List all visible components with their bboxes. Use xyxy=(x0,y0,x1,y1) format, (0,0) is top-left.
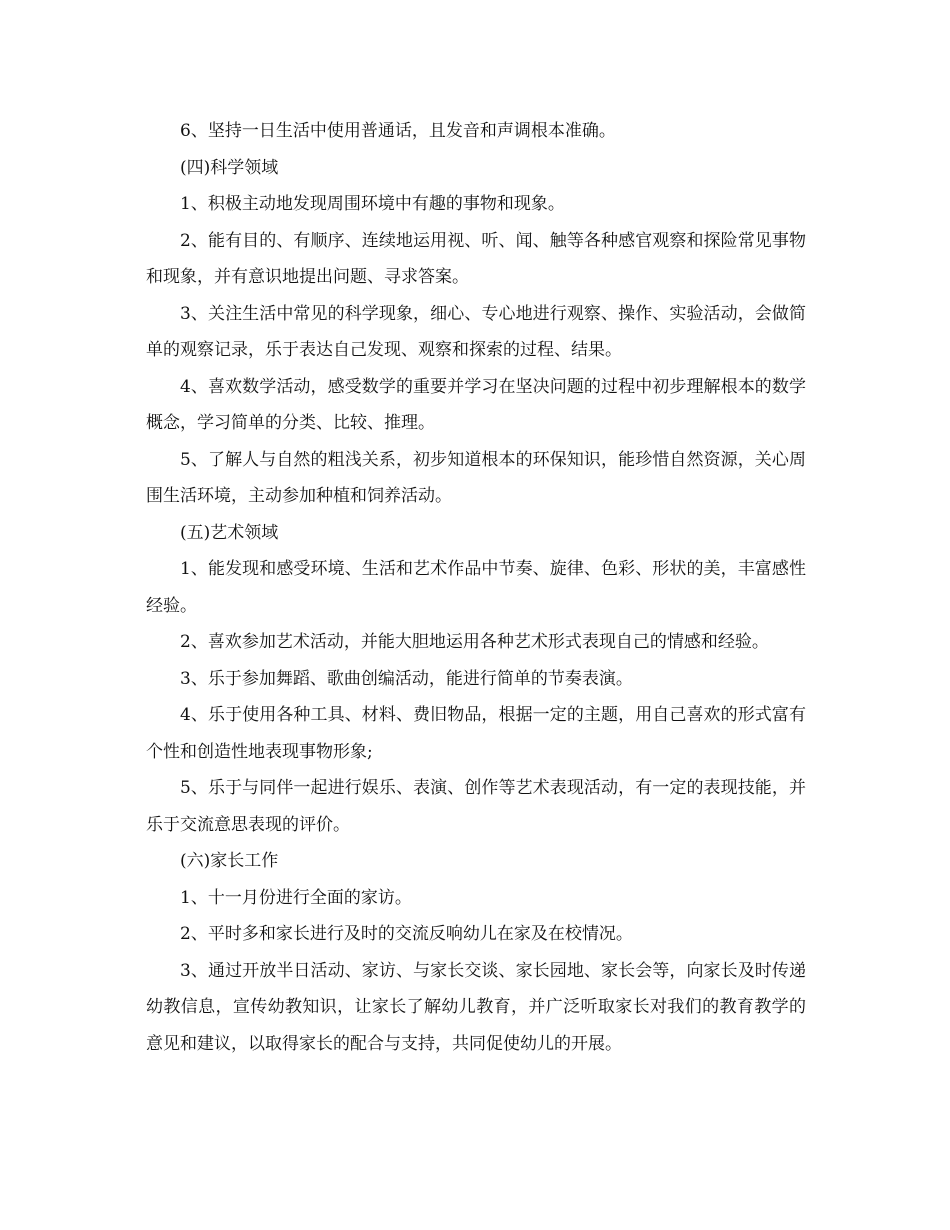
document-body xyxy=(146,113,806,1062)
paragraph-art-1: 1、能发现和感受环境、生活和艺术作品中节奏、旋律、色彩、形状的美，丰富感性经验。 xyxy=(146,559,806,616)
paragraph-art-3: 3、乐于参加舞蹈、歌曲创编活动，能进行简单的节奏表演。 xyxy=(180,668,633,689)
paragraph-art-2: 2、喜欢参加艺术活动，并能大胆地运用各种艺术形式表现自己的情感和经验。 xyxy=(180,632,769,652)
paragraph-science-2: 2、能有目的、有顺序、连续地运用视、听、闻、触等各种感官观察和探险常见事物和现象，并有意识地提出问题、寻求答案。 xyxy=(146,230,806,287)
paragraph-item-6-mandarin: 6、坚持一日生活中使用普通话，且发音和声调根本准确。 xyxy=(180,121,616,141)
paragraph-art-4: 4、乐于使用各种工具、材料、费旧物品，根据一定的主题，用自己喜欢的形式富有个性和创造性地表现事物形象; xyxy=(146,705,806,762)
section-heading-art: (五)艺术领域 xyxy=(180,522,279,543)
paragraph-science-4: 4、喜欢数学活动，感受数学的重要并学习在坚决问题的过程中初步理解根本的数学概念，学习简单的分类、比较、推理。 xyxy=(146,376,806,433)
paragraph-art-5: 5、乐于与同伴一起进行娱乐、表演、创作等艺术表现活动，有一定的表现技能，并乐于交流意思表现的评价。 xyxy=(146,778,806,835)
paragraph-science-5: 5、了解人与自然的粗浅关系，初步知道根本的环保知识，能珍惜自然资源，关心周围生活环境，主动参加种植和饲养活动。 xyxy=(146,449,806,506)
paragraph-science-3: 3、关注生活中常见的科学现象，细心、专心地进行观察、操作、实验活动，会做简单的观察记录，乐于表达自己发现、观察和探索的过程、结果。 xyxy=(146,303,806,360)
paragraph-parents-1: 1、十一月份进行全面的家访。 xyxy=(180,887,412,908)
paragraph-science-1: 1、积极主动地发现周围环境中有趣的事物和现象。 xyxy=(180,194,565,214)
section-heading-science: (四)科学领域 xyxy=(180,157,279,178)
paragraph-parents-3: 3、通过开放半日活动、家访、与家长交谈、家长园地、家长会等，向家长及时传递幼教信息，宣传幼教知识，让家长了解幼儿教育，并广泛听取家长对我们的教育教学的意见和建议，以取得家长的配合与支持，共同促使幼儿的开展。 xyxy=(146,960,806,1054)
paragraph-parents-2: 2、平时多和家长进行及时的交流反响幼儿在家及在校情况。 xyxy=(180,924,633,944)
section-heading-parents: (六)家长工作 xyxy=(180,851,279,871)
